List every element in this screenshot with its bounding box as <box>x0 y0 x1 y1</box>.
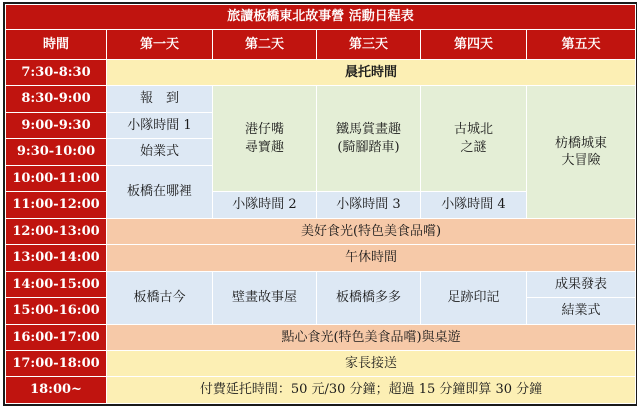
time-slot: 9:30-10:00 <box>6 139 107 165</box>
day-5-activity-cell <box>527 86 636 218</box>
day-4-activity-cell <box>421 86 527 192</box>
time-column-header: 時間 <box>6 30 107 60</box>
team-time-1-cell: 小隊時間 1 <box>107 112 213 138</box>
team-time-3-cell: 小隊時間 3 <box>317 192 421 218</box>
time-slot: 12:00-13:00 <box>6 218 107 244</box>
day-3-activity-cell <box>317 86 421 192</box>
table-row <box>6 377 636 404</box>
day-4-afternoon-cell: 足跡印記 <box>421 271 527 324</box>
snack-cell: 點心食光(特色美食品嚐)與桌遊 <box>107 324 636 350</box>
time-slot: 10:00-11:00 <box>6 165 107 191</box>
activity-line: 港仔嘴 <box>244 122 284 138</box>
time-slot: 13:00-14:00 <box>6 245 107 271</box>
header-row <box>6 30 636 60</box>
schedule-frame <box>3 2 637 406</box>
time-slot: 9:00-9:30 <box>6 112 107 138</box>
table-row <box>6 271 636 297</box>
day-4-header: 第四天 <box>421 30 527 60</box>
activity-line: 之謎 <box>460 139 487 155</box>
table-row <box>6 60 636 86</box>
table-row <box>6 351 636 377</box>
team-time-4-cell: 小隊時間 4 <box>421 192 527 218</box>
team-time-2-cell: 小隊時間 2 <box>213 192 317 218</box>
time-slot: 14:00-15:00 <box>6 271 107 297</box>
day-3-afternoon-cell: 板橋橋多多 <box>317 271 421 324</box>
table-row <box>6 86 636 112</box>
table-row <box>6 324 636 350</box>
nap-cell: 午休時間 <box>107 245 636 271</box>
activity-line: 枋橋城東 <box>555 135 608 151</box>
schedule-table <box>5 4 636 404</box>
day-2-afternoon-cell: 壁畫故事屋 <box>213 271 317 324</box>
lunch-cell: 美好食光(特色美食品嚐) <box>107 218 636 244</box>
day-1-header: 第一天 <box>107 30 213 60</box>
schedule-title: 旅讀板橋東北故事營 活動日程表 <box>6 5 636 30</box>
time-slot: 17:00-18:00 <box>6 351 107 377</box>
day-2-header: 第二天 <box>213 30 317 60</box>
checkin-cell: 報 到 <box>107 86 213 112</box>
activity-line: 尋寶趣 <box>244 139 284 155</box>
day-1-activity-cell: 板橋在哪裡 <box>107 165 213 218</box>
time-slot: 8:30-9:00 <box>6 86 107 112</box>
time-slot: 16:00-17:00 <box>6 324 107 350</box>
pickup-cell: 家長接送 <box>107 351 636 377</box>
day-5-header: 第五天 <box>527 30 636 60</box>
activity-line: 古城北 <box>453 122 493 138</box>
day-3-header: 第三天 <box>317 30 421 60</box>
activity-line: (騎腳踏車) <box>337 139 400 155</box>
morning-care-cell: 晨托時間 <box>107 60 636 86</box>
day-1-afternoon-cell: 板橋古今 <box>107 271 213 324</box>
late-fee-cell: 付費延托時間：50 元/30 分鐘；超過 15 分鐘即算 30 分鐘 <box>107 377 636 404</box>
table-row <box>6 245 636 271</box>
time-slot: 18:00~ <box>6 377 107 404</box>
time-slot: 11:00-12:00 <box>6 192 107 218</box>
time-slot: 7:30-8:30 <box>6 60 107 86</box>
results-presentation-cell: 成果發表 <box>527 271 636 297</box>
time-slot: 15:00-16:00 <box>6 298 107 324</box>
activity-line: 鐵馬賞畫趣 <box>335 122 401 138</box>
closing-ceremony-cell: 結業式 <box>527 298 636 324</box>
title-row <box>6 5 636 30</box>
opening-ceremony-cell: 始業式 <box>107 139 213 165</box>
table-row <box>6 218 636 244</box>
activity-line: 大冒險 <box>561 153 601 169</box>
day-2-activity-cell <box>213 86 317 192</box>
